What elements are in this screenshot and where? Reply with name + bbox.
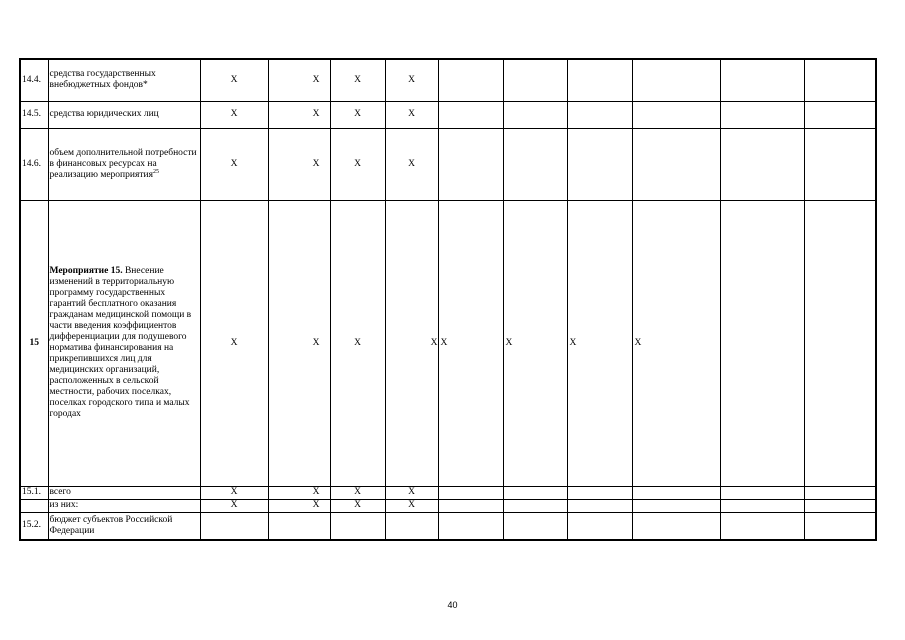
row-description: из них: — [48, 499, 200, 512]
cell-x: Х — [330, 486, 385, 499]
table-row — [20, 200, 876, 486]
table-row — [20, 512, 876, 540]
cell-x — [632, 128, 720, 200]
table-row — [20, 486, 876, 499]
cell-x: Х — [385, 499, 438, 512]
cell-x — [503, 499, 567, 512]
row-number: 15 — [20, 200, 48, 486]
cell-x: Х — [200, 59, 268, 101]
row-description: средства юридических лиц — [48, 101, 200, 128]
row-description-text: объем дополнительной потребности в финансовых ресурсах на реализацию мероприятия — [49, 147, 197, 180]
empty-cell — [804, 200, 876, 486]
cell-x — [632, 101, 720, 128]
empty-cell — [720, 59, 804, 101]
cell-x — [503, 128, 567, 200]
cell-x: Х — [567, 200, 632, 486]
cell-x — [632, 486, 720, 499]
cell-x — [438, 499, 503, 512]
row-description — [48, 200, 200, 486]
cell-x — [567, 128, 632, 200]
cell-x: Х — [200, 128, 268, 200]
measure-title: Мероприятие 15. — [49, 266, 123, 276]
cell-x: Х — [385, 101, 438, 128]
cell-x — [567, 59, 632, 101]
empty-cell — [720, 128, 804, 200]
cell-x: Х — [330, 101, 385, 128]
cell-x — [632, 512, 720, 540]
cell-x — [567, 512, 632, 540]
empty-cell — [720, 200, 804, 486]
table-row — [20, 59, 876, 101]
cell-x: Х — [503, 200, 567, 486]
cell-x — [503, 486, 567, 499]
cell-x — [503, 59, 567, 101]
cell-x: Х — [438, 200, 503, 486]
row-description: бюджет субъектов Российской Федерации — [48, 512, 200, 540]
empty-cell — [804, 512, 876, 540]
cell-x — [438, 59, 503, 101]
row-number: 15.1. — [20, 486, 48, 499]
empty-cell — [804, 499, 876, 512]
cell-x: Х — [330, 59, 385, 101]
row-number: 14.6. — [20, 128, 48, 200]
row-description: средства государственных внебюджетных фондов* — [48, 59, 200, 101]
table-row — [20, 101, 876, 128]
cell-x: Х — [268, 101, 330, 128]
cell-x — [438, 486, 503, 499]
cell-x — [567, 101, 632, 128]
row-number — [20, 499, 48, 512]
cell-x: Х — [200, 499, 268, 512]
cell-x — [438, 128, 503, 200]
row-description-text: Внесение изменений в территориальную программу государственных гарантий бесплатного оказания гражданам медицинской помощи в части введения коэффициентов дифференциации для подушевого норматива финансирования на прикрепившихся лиц для медицинских организаций, расположенных в сельской местности, рабочих поселках, поселках городского типа и малых городах — [49, 266, 192, 419]
row-number: 14.5. — [20, 101, 48, 128]
cell-x — [438, 512, 503, 540]
empty-cell — [720, 486, 804, 499]
empty-cell — [720, 101, 804, 128]
page-number: 40 — [447, 600, 458, 610]
cell-x — [632, 499, 720, 512]
cell-x: Х — [268, 486, 330, 499]
row-number: 14.4. — [20, 59, 48, 101]
row-description — [48, 128, 200, 200]
cell-x: Х — [200, 101, 268, 128]
cell-x: Х — [268, 128, 330, 200]
empty-cell — [804, 128, 876, 200]
cell-x — [567, 499, 632, 512]
cell-x: Х — [385, 486, 438, 499]
cell-x — [567, 486, 632, 499]
empty-cell — [720, 499, 804, 512]
cell-x — [503, 512, 567, 540]
empty-cell — [804, 101, 876, 128]
cell-x: Х — [385, 200, 438, 486]
cell-x: Х — [200, 200, 268, 486]
table-row — [20, 128, 876, 200]
cell-x — [632, 59, 720, 101]
cell-x — [200, 512, 268, 540]
cell-x: Х — [330, 128, 385, 200]
cell-x — [503, 101, 567, 128]
cell-x — [385, 512, 438, 540]
empty-cell — [720, 512, 804, 540]
empty-cell — [804, 59, 876, 101]
cell-x: Х — [632, 200, 720, 486]
empty-cell — [804, 486, 876, 499]
cell-x: Х — [330, 499, 385, 512]
cell-x — [438, 101, 503, 128]
cell-x: Х — [268, 499, 330, 512]
cell-x: Х — [200, 486, 268, 499]
row-description: всего — [48, 486, 200, 499]
cell-x: Х — [385, 59, 438, 101]
cell-x: Х — [268, 200, 330, 486]
budget-table — [19, 58, 877, 541]
cell-x — [330, 512, 385, 540]
cell-x: Х — [330, 200, 385, 486]
cell-x: Х — [385, 128, 438, 200]
table-row — [20, 499, 876, 512]
cell-x — [268, 512, 330, 540]
footnote-marker: 25 — [152, 168, 159, 175]
row-number: 15.2. — [20, 512, 48, 540]
cell-x: Х — [268, 59, 330, 101]
